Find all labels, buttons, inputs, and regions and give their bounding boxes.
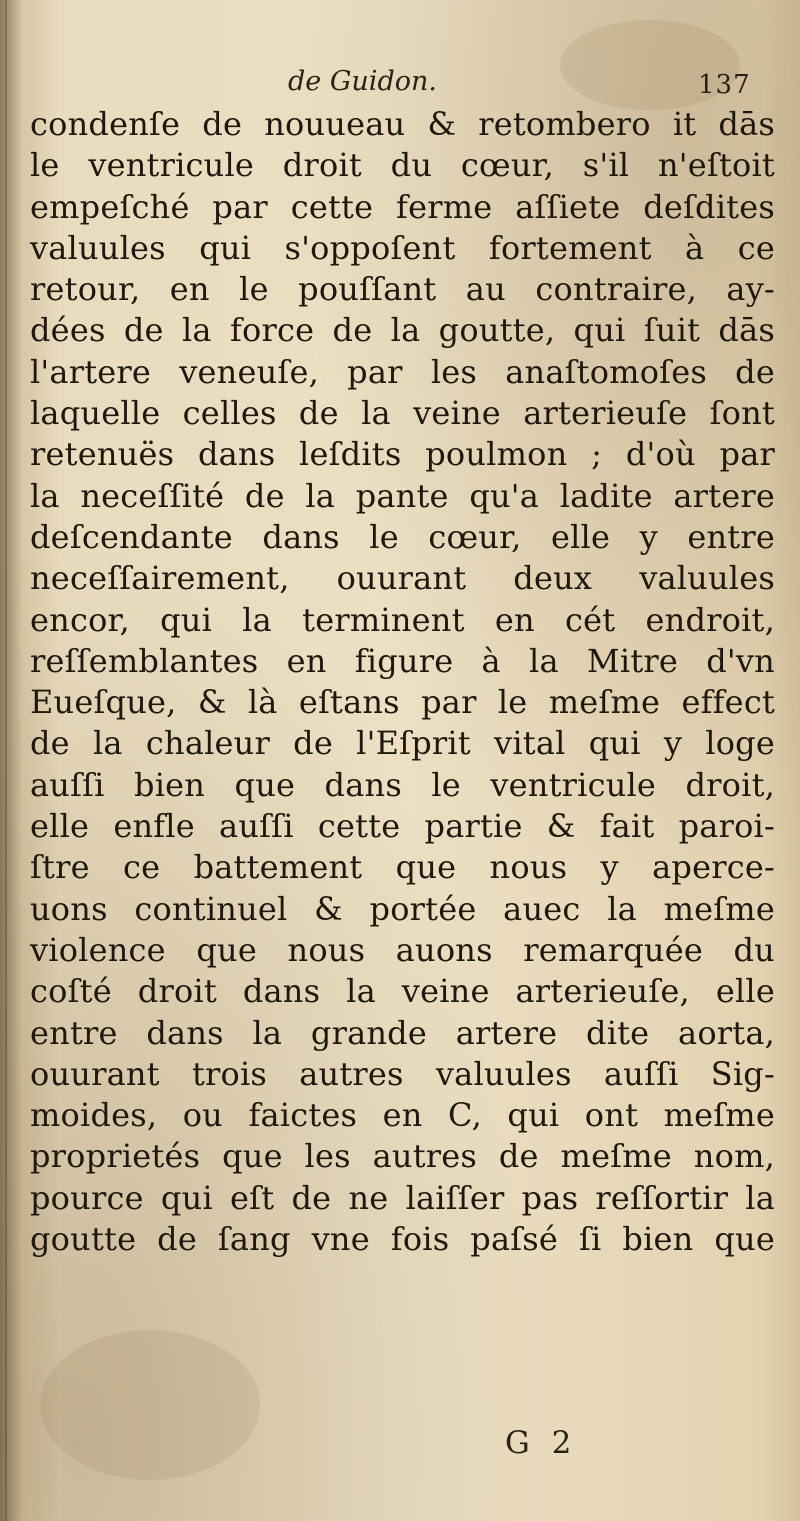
text-line: le ventricule droit du cœur, s'il n'eſtoit	[30, 146, 775, 185]
text-line: condenſe de nouueau & retombero it dās	[30, 105, 775, 143]
text-line: elle enfle auſſi cette partie & fait paroi-	[30, 807, 775, 846]
text-line: de la chaleur de l'Eſprit vital qui y loge	[30, 724, 775, 763]
text-line: Eueſque, & là eſtans par le meſme effect	[30, 683, 775, 722]
text-line: reſſemblantes en figure à la Mitre d'vn	[30, 641, 775, 680]
text-line: auſſi bien que dans le ventricule droit,	[30, 765, 775, 804]
text-line: retenuës dans leſdits poulmon ; d'où par	[30, 435, 775, 474]
text-line: empeſché par cette ferme aſſiete deſdites	[30, 187, 775, 226]
running-title: de Guidon.	[288, 66, 437, 97]
page-edge-line	[5, 0, 7, 1521]
text-line: neceſſairement, ouurant deux valuules	[30, 559, 775, 598]
text-line: encor, qui la terminent en cét endroit,	[30, 600, 775, 639]
signature-mark: G 2	[505, 1425, 578, 1461]
text-line: coſté droit dans la veine arterieuſe, elle	[30, 972, 775, 1011]
text-line: proprietés que les autres de meſme nom,	[30, 1137, 775, 1176]
text-line: moides, ou faictes en C, qui ont meſme	[30, 1096, 775, 1135]
text-line: l'artere veneuſe, par les anaſtomoſes de	[30, 352, 775, 391]
body-text	[30, 104, 775, 1260]
text-line: entre dans la grande artere dite aorta,	[30, 1013, 775, 1052]
text-line: pource qui eſt de ne laiſſer pas reſſortir la	[30, 1178, 775, 1217]
page-number: 137	[698, 70, 751, 100]
text-line: laquelle celles de la veine arterieuſe ſont	[30, 394, 775, 433]
text-line: valuules qui s'oppoſent fortement à ce	[30, 228, 775, 267]
paper-stain	[40, 1330, 260, 1480]
running-head	[0, 66, 800, 106]
binding-shadow	[0, 0, 22, 1521]
text-line: retour, en le pouſſant au contraire, ay-	[30, 270, 775, 309]
text-line: ſtre ce battement que nous y aperce-	[30, 848, 775, 887]
text-line: dées de la force de la goutte, qui ſuit dās	[30, 311, 775, 350]
text-line: violence que nous auons remarquée du	[30, 930, 775, 969]
text-line: goutte de ſang vne fois paſsé ſi bien que	[30, 1220, 775, 1259]
text-line: ouurant trois autres valuules auſſi Sig-	[30, 1054, 775, 1093]
text-line: uons continuel & portée auec la meſme	[30, 889, 775, 928]
text-line: deſcendante dans le cœur, elle y entre	[30, 517, 775, 556]
text-line: la neceſſité de la pante qu'a ladite artere	[30, 476, 775, 515]
